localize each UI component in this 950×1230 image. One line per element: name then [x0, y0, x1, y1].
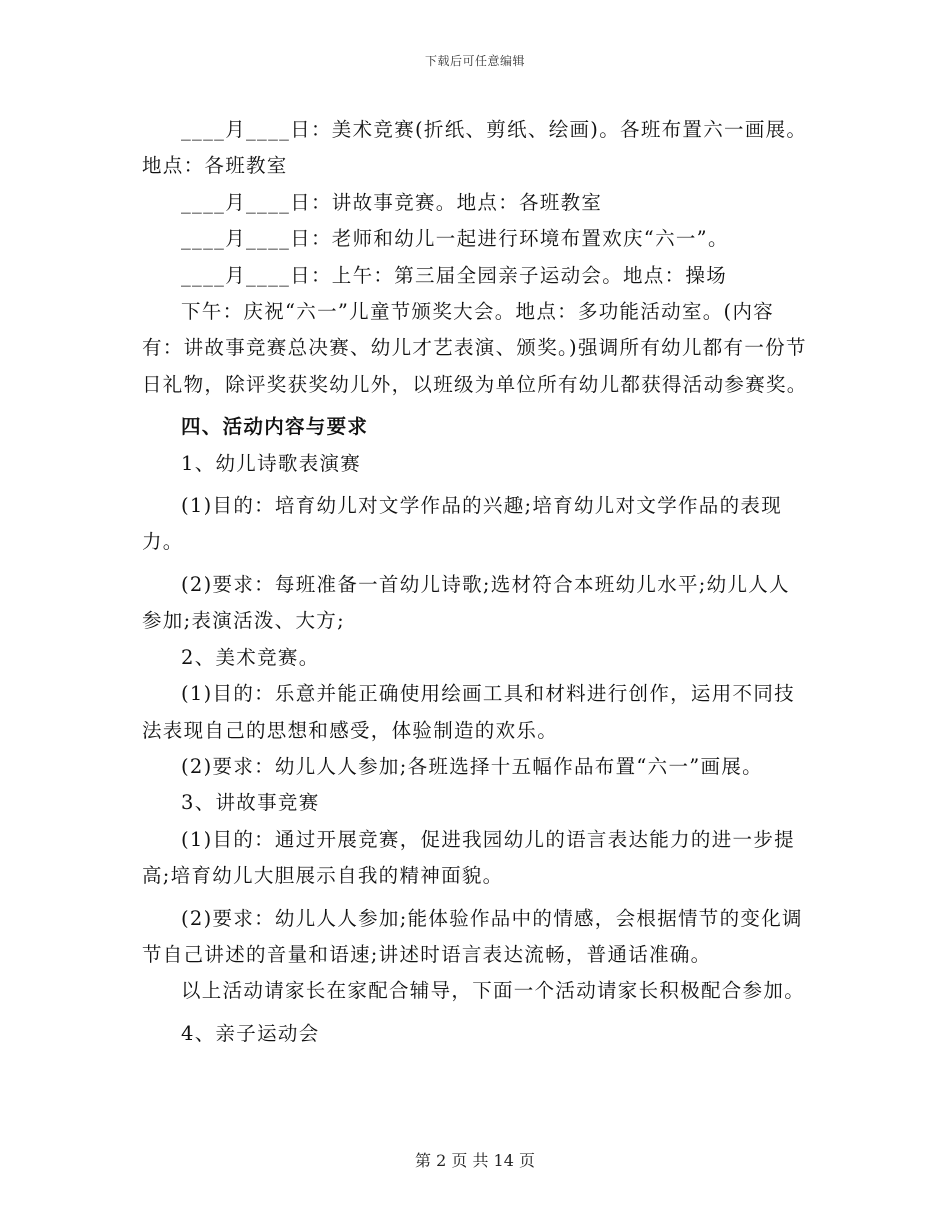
schedule-story-contest: ____月____日：讲故事竞赛。地点：各班教室 [181, 190, 603, 214]
story-goal: (1)目的：通过开展竞赛，促进我园幼儿的语言表达能力的进一步提高;培育幼儿大胆展示自我的精神面貌。 [142, 827, 795, 888]
section-heading-activities: 四、活动内容与要求 [181, 415, 369, 439]
page-number: 第 2 页 共 14 页 [415, 1151, 535, 1170]
story-requirements: (2)要求：幼儿人人参加;能体验作品中的情感，会根据情节的变化调节自己讲述的音量和语速;讲述时语言表达流畅，普通话准确。 [142, 906, 803, 966]
schedule-art-contest: ____月____日：美术竞赛(折纸、剪纸、绘画)。各班布置六一画展。地点：各班教室 [142, 118, 808, 178]
parent-note: 以上活动请家长在家配合辅导，下面一个活动请家长积极配合参加。 [181, 979, 806, 1003]
schedule-sports-meet: ____月____日：上午：第三届全园亲子运动会。地点：操场 [181, 263, 727, 287]
art-goal: (1)目的：乐意并能正确使用绘画工具和材料进行创作，运用不同技法表现自己的思想和感受，体验制造的欢乐。 [142, 682, 795, 742]
schedule-award-ceremony: 下午：庆祝“六一”儿童节颁奖大会。地点：多功能活动室。(内容有：讲故事竞赛总决赛、幼儿才艺表演、颁奖。)强调所有幼儿都有一份节日礼物，除评奖获奖幼儿外，以班级为单位所有幼儿都获得活动参赛奖。 [142, 300, 808, 396]
subheading-art-contest: 2、美术竞赛。 [181, 645, 320, 669]
page-header: 下载后可任意编辑 [424, 54, 525, 68]
subheading-sports-meet: 4、亲子运动会 [181, 1021, 320, 1045]
art-requirements: (2)要求：幼儿人人参加;各班选择十五幅作品布置“六一”画展。 [181, 754, 763, 778]
document-body [142, 112, 810, 1052]
subheading-story-contest: 3、讲故事竞赛 [181, 791, 320, 815]
subheading-poetry-contest: 1、幼儿诗歌表演赛 [181, 451, 362, 475]
poetry-goal: (1)目的：培育幼儿对文学作品的兴趣;培育幼儿对文学作品的表现力。 [142, 494, 782, 554]
poetry-requirements: (2)要求：每班准备一首幼儿诗歌;选材符合本班幼儿水平;幼儿人人参加;表演活泼、大方; [142, 572, 790, 633]
schedule-environment-decoration: ____月____日：老师和幼儿一起进行环境布置欢庆“六一”。 [181, 227, 729, 251]
